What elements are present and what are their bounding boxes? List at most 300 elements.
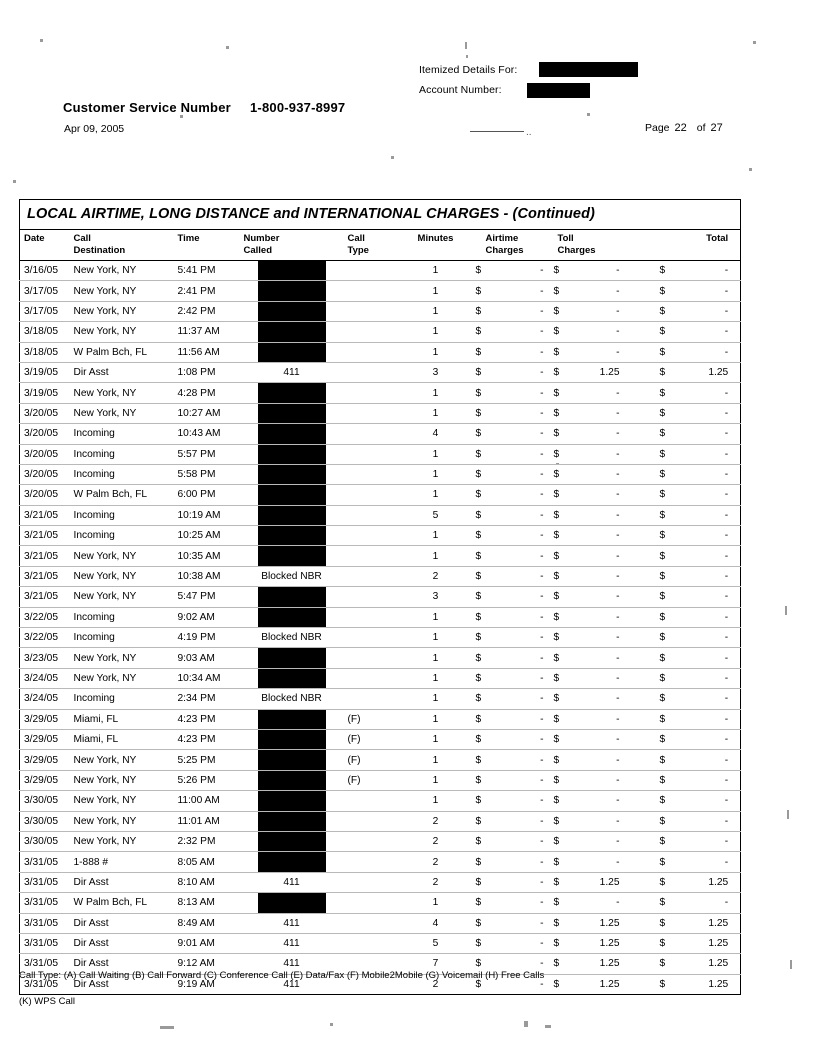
scan-speck xyxy=(749,168,752,171)
cell-minutes: 2 xyxy=(396,811,476,831)
table-row xyxy=(20,872,741,892)
cell-time: 5:41 PM xyxy=(178,261,242,281)
cell-airtime-amount: - xyxy=(504,566,554,586)
cell-destination: New York, NY xyxy=(74,301,178,321)
cell-minutes: 1 xyxy=(396,281,476,301)
cell-toll-currency: $ xyxy=(554,261,580,281)
cell-time: 10:19 AM xyxy=(178,505,242,525)
col-header-type xyxy=(342,230,396,261)
cell-total-currency: $ xyxy=(646,322,686,342)
col-header-destination-line1: Call xyxy=(73,233,91,244)
table-row xyxy=(20,628,741,648)
cell-total-currency: $ xyxy=(646,444,686,464)
page-current: 22 xyxy=(674,122,687,134)
cell-airtime-amount: - xyxy=(504,893,554,913)
redacted-phone-number xyxy=(258,791,326,810)
table-row xyxy=(20,933,741,953)
cell-total-currency: $ xyxy=(646,709,686,729)
cell-toll-amount: - xyxy=(580,281,646,301)
cell-total-amount: - xyxy=(686,444,741,464)
cell-minutes: 1 xyxy=(396,403,476,423)
scan-speck xyxy=(226,46,229,49)
cell-toll-currency: $ xyxy=(554,505,580,525)
cell-date: 3/20/05 xyxy=(20,485,74,505)
cell-toll-amount: - xyxy=(580,566,646,586)
cell-toll-currency: $ xyxy=(554,444,580,464)
table-row xyxy=(20,322,741,342)
cell-toll-amount: - xyxy=(580,546,646,566)
table-row xyxy=(20,546,741,566)
cell-number-called xyxy=(242,301,342,321)
cell-date: 3/19/05 xyxy=(20,383,74,403)
cell-toll-amount: - xyxy=(580,831,646,851)
cell-date: 3/31/05 xyxy=(20,852,74,872)
cell-total-amount: - xyxy=(686,424,741,444)
cell-toll-currency: $ xyxy=(554,974,580,994)
cell-number-called xyxy=(242,791,342,811)
cell-airtime-amount: - xyxy=(504,281,554,301)
wps-call-note: (K) WPS Call xyxy=(19,996,75,1007)
cell-date: 3/20/05 xyxy=(20,424,74,444)
cell-minutes: 1 xyxy=(396,301,476,321)
cell-call-type xyxy=(342,831,396,851)
redacted-phone-number xyxy=(258,383,326,402)
cell-call-type xyxy=(342,322,396,342)
cell-airtime-currency: $ xyxy=(476,362,504,382)
cell-destination: Dir Asst xyxy=(74,362,178,382)
page-of-label: of xyxy=(696,122,706,134)
cell-minutes: 1 xyxy=(396,668,476,688)
cell-airtime-amount: - xyxy=(504,607,554,627)
cell-minutes: 1 xyxy=(396,607,476,627)
redacted-phone-number xyxy=(258,526,326,545)
cell-date: 3/18/05 xyxy=(20,322,74,342)
cell-total-amount: - xyxy=(686,628,741,648)
cell-total-currency: $ xyxy=(646,831,686,851)
cell-total-amount: - xyxy=(686,689,741,709)
cell-number-called xyxy=(242,852,342,872)
cell-total-amount: - xyxy=(686,383,741,403)
cell-number-called xyxy=(242,546,342,566)
scan-speck xyxy=(330,1023,333,1026)
cell-date: 3/30/05 xyxy=(20,811,74,831)
col-header-type-line2: Type xyxy=(347,245,369,256)
scan-speck xyxy=(787,810,789,819)
cell-call-type xyxy=(342,444,396,464)
table-title: LOCAL AIRTIME, LONG DISTANCE and INTERNATIONAL CHARGES - (Continued) xyxy=(27,206,595,222)
cell-airtime-amount: - xyxy=(504,954,554,974)
cell-call-type xyxy=(342,566,396,586)
cell-airtime-amount: - xyxy=(504,424,554,444)
cell-total-currency: $ xyxy=(646,648,686,668)
cell-number-called xyxy=(242,505,342,525)
redacted-phone-number xyxy=(258,506,326,525)
table-row xyxy=(20,729,741,749)
cell-airtime-currency: $ xyxy=(476,383,504,403)
cell-total-currency: $ xyxy=(646,566,686,586)
redacted-phone-number xyxy=(258,485,326,504)
cell-minutes: 1 xyxy=(396,628,476,648)
cell-toll-amount: - xyxy=(580,811,646,831)
cell-destination: Dir Asst xyxy=(74,913,178,933)
cell-total-amount: 1.25 xyxy=(686,872,741,892)
cell-total-currency: $ xyxy=(646,628,686,648)
cell-total-amount: - xyxy=(686,770,741,790)
cell-date: 3/30/05 xyxy=(20,791,74,811)
cell-airtime-currency: $ xyxy=(476,526,504,546)
cell-date: 3/20/05 xyxy=(20,464,74,484)
cell-time: 4:23 PM xyxy=(178,709,242,729)
cell-destination: New York, NY xyxy=(74,668,178,688)
cell-toll-currency: $ xyxy=(554,587,580,607)
cell-airtime-amount: - xyxy=(504,811,554,831)
cell-total-amount: - xyxy=(686,505,741,525)
cell-destination: New York, NY xyxy=(74,383,178,403)
cell-date: 3/31/05 xyxy=(20,872,74,892)
cell-toll-amount: - xyxy=(580,505,646,525)
cell-toll-currency: $ xyxy=(554,811,580,831)
cell-destination: New York, NY xyxy=(74,811,178,831)
cell-time: 10:35 AM xyxy=(178,546,242,566)
cell-date: 3/29/05 xyxy=(20,770,74,790)
redacted-phone-number xyxy=(258,669,326,688)
cell-total-amount: - xyxy=(686,852,741,872)
cell-total-currency: $ xyxy=(646,668,686,688)
cell-call-type xyxy=(342,791,396,811)
cell-total-amount: 1.25 xyxy=(686,954,741,974)
cell-destination: New York, NY xyxy=(74,546,178,566)
cell-number-called xyxy=(242,281,342,301)
cell-total-amount: - xyxy=(686,709,741,729)
cell-total-currency: $ xyxy=(646,954,686,974)
cell-destination: Incoming xyxy=(74,526,178,546)
cell-date: 3/21/05 xyxy=(20,566,74,586)
cell-total-currency: $ xyxy=(646,791,686,811)
cell-minutes: 2 xyxy=(396,566,476,586)
cell-call-type xyxy=(342,261,396,281)
cell-date: 3/17/05 xyxy=(20,281,74,301)
cell-airtime-amount: - xyxy=(504,791,554,811)
cell-toll-currency: $ xyxy=(554,709,580,729)
cell-minutes: 2 xyxy=(396,852,476,872)
cell-time: 9:01 AM xyxy=(178,933,242,953)
cell-call-type xyxy=(342,526,396,546)
cell-minutes: 1 xyxy=(396,546,476,566)
cell-call-type: (F) xyxy=(342,709,396,729)
cell-time: 1:08 PM xyxy=(178,362,242,382)
cell-airtime-currency: $ xyxy=(476,872,504,892)
cell-toll-amount: - xyxy=(580,322,646,342)
table-row xyxy=(20,587,741,607)
cell-destination: New York, NY xyxy=(74,587,178,607)
cell-date: 3/21/05 xyxy=(20,587,74,607)
redacted-phone-number xyxy=(258,546,326,565)
cell-time: 11:56 AM xyxy=(178,342,242,362)
cell-call-type xyxy=(342,607,396,627)
redacted-phone-number xyxy=(258,648,326,667)
cell-toll-amount: - xyxy=(580,729,646,749)
cell-toll-currency: $ xyxy=(554,607,580,627)
cell-minutes: 1 xyxy=(396,709,476,729)
cell-toll-amount: - xyxy=(580,668,646,688)
cell-destination: Dir Asst xyxy=(74,933,178,953)
cell-time: 11:37 AM xyxy=(178,322,242,342)
redacted-phone-number xyxy=(258,281,326,300)
col-header-destination-line2: Destination xyxy=(73,245,126,256)
cell-total-amount: - xyxy=(686,587,741,607)
scan-speck xyxy=(465,42,467,49)
cell-airtime-amount: - xyxy=(504,587,554,607)
cell-time: 11:00 AM xyxy=(178,791,242,811)
cell-airtime-amount: - xyxy=(504,689,554,709)
cell-toll-currency: $ xyxy=(554,933,580,953)
cell-total-currency: $ xyxy=(646,383,686,403)
cell-toll-currency: $ xyxy=(554,750,580,770)
cell-time: 2:42 PM xyxy=(178,301,242,321)
cell-total-amount: - xyxy=(686,526,741,546)
cell-call-type xyxy=(342,587,396,607)
cell-airtime-currency: $ xyxy=(476,546,504,566)
cell-date: 3/18/05 xyxy=(20,342,74,362)
cell-time: 4:28 PM xyxy=(178,383,242,403)
cell-minutes: 1 xyxy=(396,729,476,749)
cell-minutes: 7 xyxy=(396,954,476,974)
cell-call-type xyxy=(342,689,396,709)
redacted-phone-number xyxy=(258,404,326,423)
cell-destination: New York, NY xyxy=(74,322,178,342)
cell-airtime-amount: - xyxy=(504,485,554,505)
table-row xyxy=(20,852,741,872)
cell-minutes: 1 xyxy=(396,526,476,546)
cell-number-called: 411 xyxy=(242,872,342,892)
col-header-airtime-line2: Charges xyxy=(485,245,524,256)
cell-total-amount: - xyxy=(686,546,741,566)
cell-call-type xyxy=(342,628,396,648)
cell-minutes: 1 xyxy=(396,342,476,362)
cell-number-called xyxy=(242,342,342,362)
scan-speck xyxy=(785,606,787,615)
cell-airtime-currency: $ xyxy=(476,464,504,484)
cell-time: 9:02 AM xyxy=(178,607,242,627)
cell-number-called xyxy=(242,607,342,627)
cell-date: 3/17/05 xyxy=(20,301,74,321)
cell-total-amount: - xyxy=(686,811,741,831)
table-body xyxy=(20,261,741,995)
cell-destination: Incoming xyxy=(74,689,178,709)
scan-speck xyxy=(790,960,792,969)
redacted-phone-number xyxy=(258,832,326,851)
cell-destination: Dir Asst xyxy=(74,954,178,974)
scan-artifact-dots: .. xyxy=(526,127,532,138)
cell-destination: New York, NY xyxy=(74,281,178,301)
cell-number-called xyxy=(242,464,342,484)
cell-call-type xyxy=(342,464,396,484)
cell-destination: W Palm Bch, FL xyxy=(74,485,178,505)
redacted-phone-number xyxy=(258,322,326,341)
scan-speck xyxy=(40,39,43,42)
cell-call-type xyxy=(342,301,396,321)
cell-time: 2:41 PM xyxy=(178,281,242,301)
cell-toll-currency: $ xyxy=(554,526,580,546)
table-row xyxy=(20,424,741,444)
redacted-account-number xyxy=(527,83,590,98)
table-row xyxy=(20,281,741,301)
cell-minutes: 4 xyxy=(396,424,476,444)
cell-total-currency: $ xyxy=(646,261,686,281)
cell-toll-amount: - xyxy=(580,342,646,362)
cell-airtime-amount: - xyxy=(504,974,554,994)
cell-number-called: 411 xyxy=(242,954,342,974)
cell-airtime-currency: $ xyxy=(476,607,504,627)
cell-airtime-currency: $ xyxy=(476,281,504,301)
cell-call-type xyxy=(342,872,396,892)
cell-toll-currency: $ xyxy=(554,893,580,913)
cell-number-called xyxy=(242,811,342,831)
cell-destination: W Palm Bch, FL xyxy=(74,893,178,913)
cell-number-called: Blocked NBR xyxy=(242,689,342,709)
cell-toll-amount: - xyxy=(580,648,646,668)
cell-airtime-amount: - xyxy=(504,342,554,362)
cell-toll-currency: $ xyxy=(554,791,580,811)
cell-toll-currency: $ xyxy=(554,852,580,872)
cell-airtime-currency: $ xyxy=(476,505,504,525)
cell-total-amount: - xyxy=(686,668,741,688)
cell-total-amount: - xyxy=(686,893,741,913)
table-row xyxy=(20,342,741,362)
cell-airtime-currency: $ xyxy=(476,689,504,709)
cell-total-currency: $ xyxy=(646,750,686,770)
cell-number-called xyxy=(242,729,342,749)
redacted-phone-number xyxy=(258,710,326,729)
cell-airtime-amount: - xyxy=(504,526,554,546)
cell-number-called xyxy=(242,444,342,464)
cell-toll-currency: $ xyxy=(554,954,580,974)
cell-toll-amount: - xyxy=(580,526,646,546)
cell-time: 4:23 PM xyxy=(178,729,242,749)
cell-call-type xyxy=(342,648,396,668)
cell-airtime-currency: $ xyxy=(476,261,504,281)
col-header-type-line1: Call xyxy=(347,233,365,244)
col-header-airtime-line1: Airtime xyxy=(485,233,519,244)
cell-airtime-currency: $ xyxy=(476,668,504,688)
cell-toll-amount: - xyxy=(580,424,646,444)
col-header-time: Time xyxy=(178,230,242,261)
cell-number-called xyxy=(242,668,342,688)
cell-call-type xyxy=(342,893,396,913)
cell-minutes: 1 xyxy=(396,770,476,790)
cell-call-type xyxy=(342,668,396,688)
table-row xyxy=(20,668,741,688)
cell-minutes: 3 xyxy=(396,362,476,382)
cell-airtime-currency: $ xyxy=(476,811,504,831)
cell-toll-amount: 1.25 xyxy=(580,954,646,974)
cell-number-called xyxy=(242,526,342,546)
cell-airtime-amount: - xyxy=(504,322,554,342)
cell-toll-amount: - xyxy=(580,444,646,464)
cell-minutes: 1 xyxy=(396,791,476,811)
redacted-phone-number xyxy=(258,587,326,606)
redacted-phone-number xyxy=(258,608,326,627)
cell-total-currency: $ xyxy=(646,770,686,790)
cell-destination: Miami, FL xyxy=(74,729,178,749)
cell-toll-currency: $ xyxy=(554,729,580,749)
cell-airtime-currency: $ xyxy=(476,729,504,749)
table-row xyxy=(20,750,741,770)
cell-total-amount: - xyxy=(686,301,741,321)
cell-destination: New York, NY xyxy=(74,831,178,851)
cell-number-called: Blocked NBR xyxy=(242,628,342,648)
cell-time: 8:05 AM xyxy=(178,852,242,872)
cell-date: 3/30/05 xyxy=(20,831,74,851)
table-row xyxy=(20,526,741,546)
cell-total-currency: $ xyxy=(646,893,686,913)
cell-total-amount: - xyxy=(686,281,741,301)
cell-call-type: (F) xyxy=(342,750,396,770)
redacted-phone-number xyxy=(258,771,326,790)
cell-toll-currency: $ xyxy=(554,383,580,403)
cell-time: 10:38 AM xyxy=(178,566,242,586)
table-row xyxy=(20,485,741,505)
cell-call-type xyxy=(342,811,396,831)
cell-time: 5:26 PM xyxy=(178,770,242,790)
cell-total-amount: 1.25 xyxy=(686,913,741,933)
page-total: 27 xyxy=(710,122,723,134)
cell-date: 3/31/05 xyxy=(20,954,74,974)
cell-airtime-amount: - xyxy=(504,913,554,933)
col-header-toll-line2: Charges xyxy=(557,245,596,256)
cell-destination: New York, NY xyxy=(74,750,178,770)
cell-toll-amount: - xyxy=(580,689,646,709)
cell-time: 5:58 PM xyxy=(178,464,242,484)
cell-minutes: 3 xyxy=(396,587,476,607)
cell-toll-currency: $ xyxy=(554,668,580,688)
cell-destination: Incoming xyxy=(74,628,178,648)
cell-airtime-currency: $ xyxy=(476,913,504,933)
cell-number-called xyxy=(242,261,342,281)
cell-call-type: (F) xyxy=(342,770,396,790)
cell-number-called xyxy=(242,383,342,403)
cell-date: 3/16/05 xyxy=(20,261,74,281)
cell-airtime-currency: $ xyxy=(476,791,504,811)
cell-destination: New York, NY xyxy=(74,791,178,811)
cell-toll-currency: $ xyxy=(554,322,580,342)
scan-speck xyxy=(180,115,183,118)
cell-destination: Incoming xyxy=(74,464,178,484)
cell-total-amount: - xyxy=(686,607,741,627)
col-header-total: Total xyxy=(646,230,741,261)
cell-time: 5:57 PM xyxy=(178,444,242,464)
cell-total-currency: $ xyxy=(646,362,686,382)
redacted-phone-number xyxy=(258,730,326,749)
cell-destination: Incoming xyxy=(74,424,178,444)
cell-date: 3/31/05 xyxy=(20,893,74,913)
table-row xyxy=(20,811,741,831)
cell-time: 10:43 AM xyxy=(178,424,242,444)
col-header-minutes: Minutes xyxy=(396,230,476,261)
cell-time: 5:47 PM xyxy=(178,587,242,607)
cell-call-type xyxy=(342,546,396,566)
col-header-number xyxy=(242,230,342,261)
cell-toll-amount: - xyxy=(580,791,646,811)
cell-airtime-currency: $ xyxy=(476,770,504,790)
cell-call-type xyxy=(342,342,396,362)
table-row xyxy=(20,791,741,811)
charges-table-container xyxy=(19,199,740,995)
cell-destination: 1-888 # xyxy=(74,852,178,872)
cell-toll-amount: - xyxy=(580,770,646,790)
cell-toll-amount: - xyxy=(580,403,646,423)
cell-time: 10:27 AM xyxy=(178,403,242,423)
